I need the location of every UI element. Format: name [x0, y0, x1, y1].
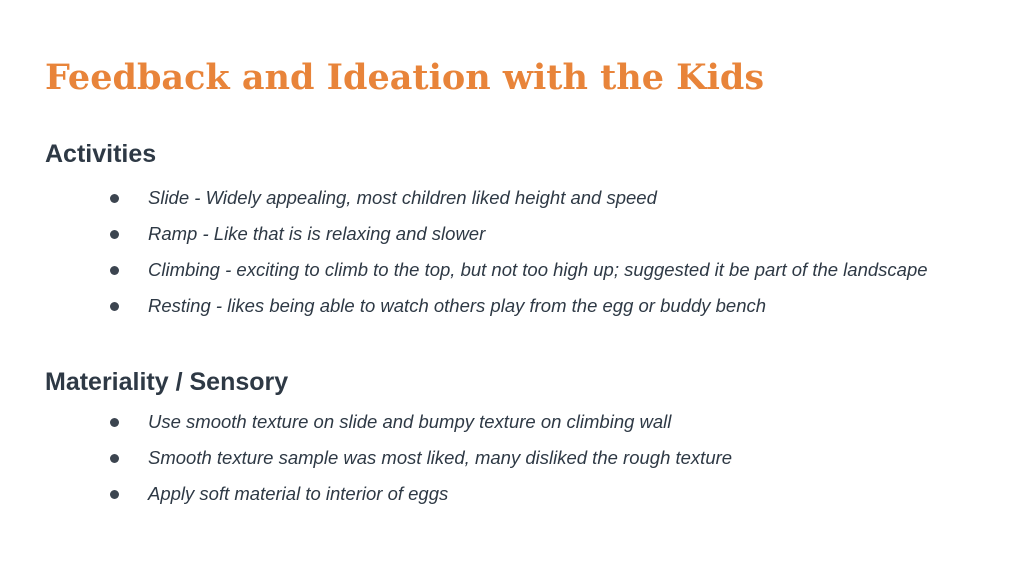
bullet-dot-icon [110, 266, 119, 275]
slide-title: Feedback and Ideation with the Kids [45, 57, 765, 98]
bullet-text: Slide - Widely appealing, most children liked height and speed [148, 187, 657, 208]
bullet-text: Ramp - Like that is is relaxing and slower [148, 223, 486, 244]
list-item [110, 288, 928, 324]
list-item [110, 476, 732, 512]
bullet-dot-icon [110, 230, 119, 239]
bullet-dot-icon [110, 454, 119, 463]
bullet-dot-icon [110, 418, 119, 427]
bullet-text: Resting - likes being able to watch others play from the egg or buddy bench [148, 295, 767, 316]
bullet-text: Smooth texture sample was most liked, many disliked the rough texture [148, 447, 733, 468]
section-heading-materiality: Materiality / Sensory [45, 368, 289, 396]
bullet-dot-icon [110, 490, 119, 499]
list-item [110, 216, 928, 252]
bullet-dot-icon [110, 302, 119, 311]
list-item [110, 404, 732, 440]
list-item [110, 180, 928, 216]
bullet-text: Climbing - exciting to climb to the top, but not too high up; suggested it be part of the landscape [148, 259, 928, 280]
bullet-dot-icon [110, 194, 119, 203]
bullet-text: Apply soft material to interior of eggs [148, 483, 449, 504]
list-item [110, 440, 732, 476]
list-item [110, 252, 928, 288]
activities-list [110, 180, 928, 324]
bullet-text: Use smooth texture on slide and bumpy texture on climbing wall [148, 411, 672, 432]
section-heading-activities: Activities [45, 140, 157, 168]
materiality-list [110, 404, 732, 512]
